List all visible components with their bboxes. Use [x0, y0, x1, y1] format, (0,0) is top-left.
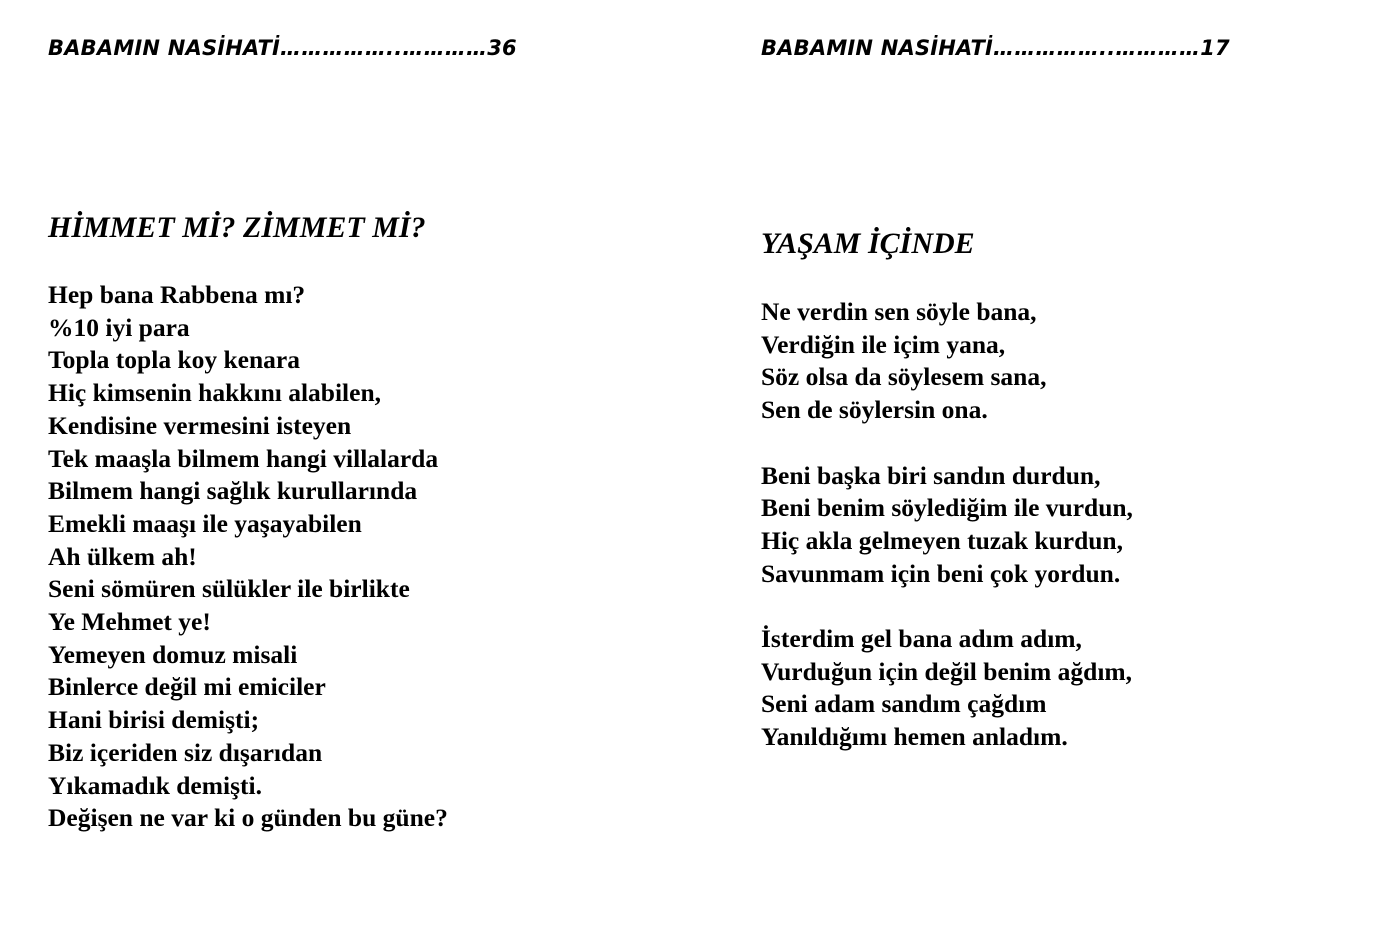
stanza [761, 623, 1133, 754]
poem-line: Binlerce değil mi emiciler [48, 672, 326, 702]
poem-line: Hiç kimsenin hakkını alabilen, [48, 378, 382, 408]
poem-line: Ye Mehmet ye! [48, 607, 211, 637]
poem-line: Vurduğun için değil benim ağdım, [761, 656, 1133, 686]
poem-line: Hani birisi demişti; [48, 705, 260, 735]
page-header: BABAMIN NASİHATİ……………..…………36 [48, 36, 517, 60]
poem-title: HİMMET Mİ? ZİMMET Mİ? [48, 211, 426, 244]
poem-title: YAŞAM İÇİNDE [761, 227, 975, 260]
poem-line: Değişen ne var ki o günden bu güne? [48, 803, 448, 833]
right-page [714, 0, 1378, 947]
poem-line: Yanıldığımı hemen anladım. [761, 722, 1068, 752]
poem-line: Yemeyen domuz misali [48, 639, 298, 669]
poem-line: Tek maaşla bilmem hangi villalarda [48, 443, 439, 473]
poem-line: Beni benim söylediğim ile vurdun, [761, 493, 1133, 523]
poem-line: Söz olsa da söylesem sana, [761, 362, 1047, 392]
poem-line: Beni başka biri sandın durdun, [761, 460, 1101, 490]
poem-line: Emekli maaşı ile yaşayabilen [48, 508, 362, 538]
poem-line: Bilmem hangi sağlık kurullarında [48, 476, 418, 506]
poem-line: Ne verdin sen söyle bana, [761, 297, 1037, 326]
poem-line: Kendisine vermesini isteyen [48, 410, 352, 440]
poem-line: Biz içeriden siz dışarıdan [48, 737, 323, 767]
poem-line: Seni adam sandım çağdım [761, 689, 1047, 719]
stanza [761, 296, 1133, 427]
poem-body [48, 279, 448, 835]
poem-body [761, 296, 1133, 754]
poem-line: %10 iyi para [48, 312, 190, 342]
poem-line: Hiç akla gelmeyen tuzak kurdun, [761, 525, 1123, 555]
poem-line: Hep bana Rabbena mı? [48, 280, 306, 309]
poem-line: İsterdim gel bana adım adım, [761, 624, 1082, 653]
stanza [761, 460, 1133, 591]
poem-line: Sen de söylersin ona. [761, 395, 988, 425]
poem-line: Savunmam için beni çok yordun. [761, 558, 1121, 588]
poem-line: Topla topla koy kenara [48, 345, 300, 375]
page-header: BABAMIN NASİHATİ……………..…………17 [761, 36, 1230, 60]
poem-line: Yıkamadık demişti. [48, 770, 262, 800]
poem-line: Ah ülkem ah! [48, 541, 197, 571]
poem-line: Verdiğin ile içim yana, [761, 329, 1006, 359]
poem-line: Seni sömüren sülükler ile birlikte [48, 574, 410, 604]
